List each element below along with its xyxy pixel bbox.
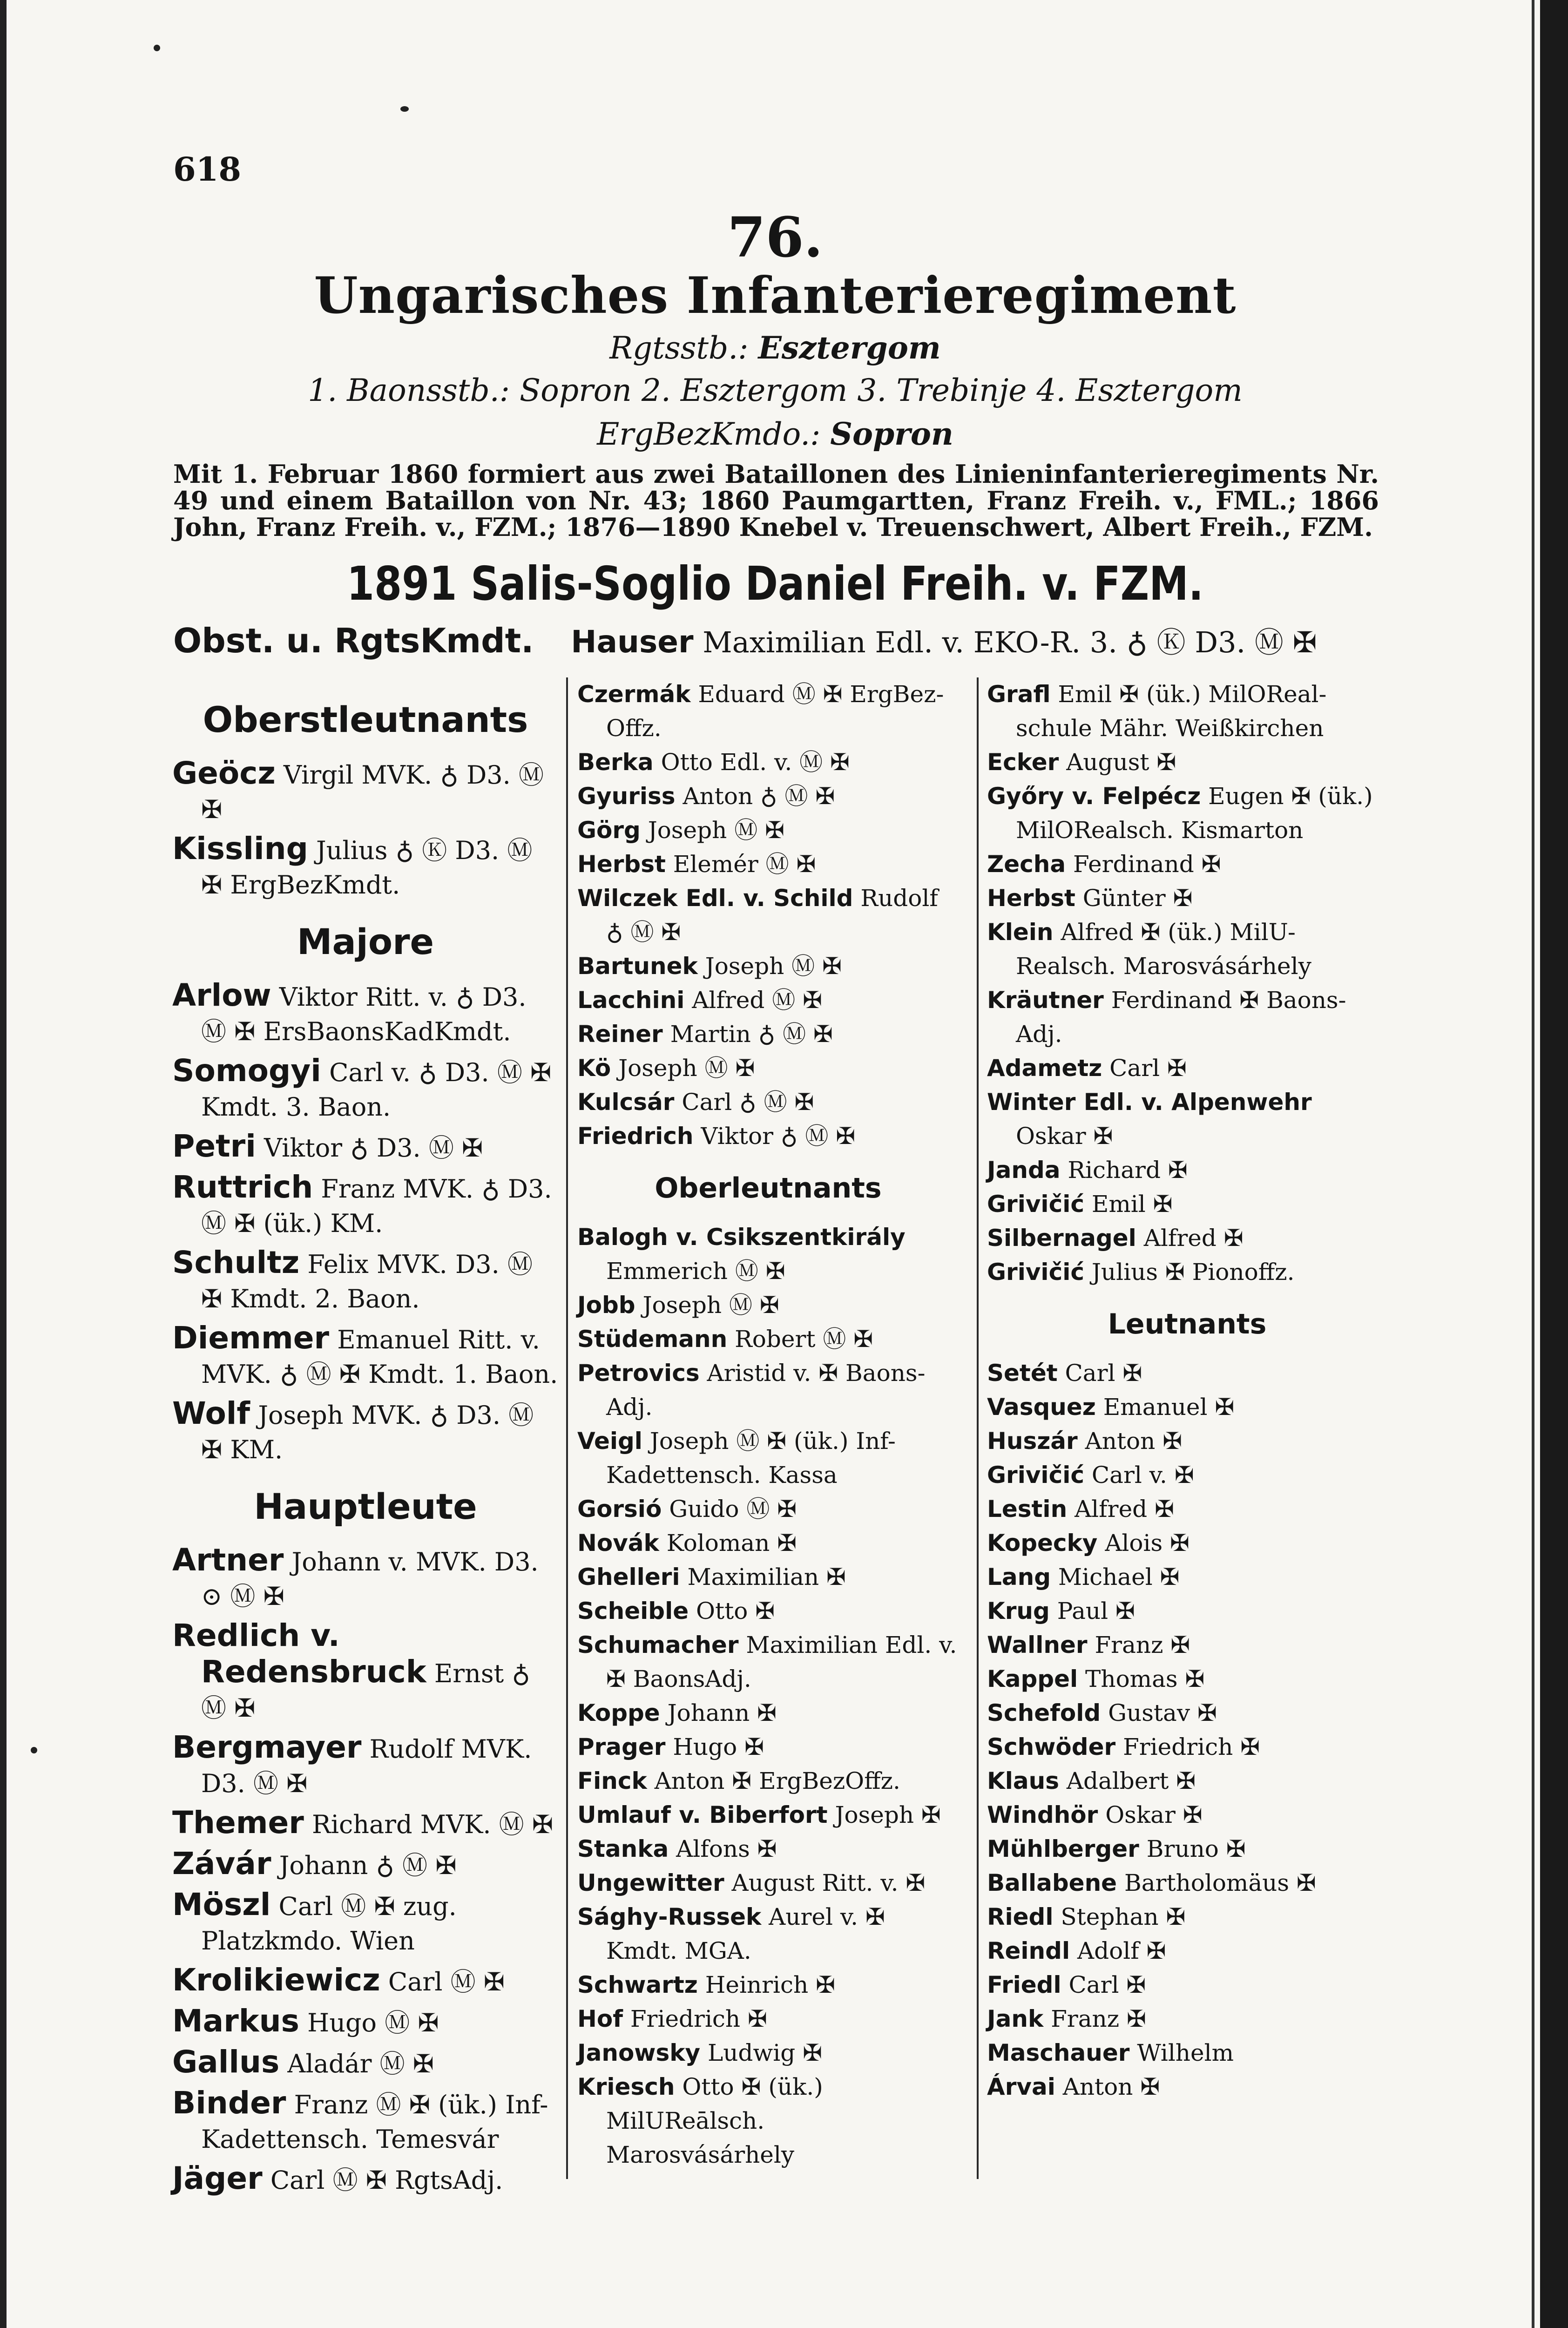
officer-details: Günter ✠	[1082, 885, 1193, 912]
roster-entry	[987, 1458, 1387, 1492]
officer-details: Virgil MVK. ♁ D3. Ⓜ ✠	[201, 760, 544, 824]
officer-details: Otto ✠	[696, 1597, 775, 1624]
officer-surname: Grivičić	[987, 1259, 1084, 1286]
officer-surname: Herbst	[577, 851, 666, 878]
officer-surname: Somogyi	[172, 1053, 321, 1089]
roster-entry	[577, 1322, 959, 1356]
officer-details: Hugo ✠	[673, 1733, 764, 1760]
officer-details: Friedrich ✠	[1123, 1733, 1260, 1760]
officer-surname: Huszár	[987, 1428, 1078, 1455]
roster-entry	[987, 1730, 1387, 1764]
officer-details: Gustav ✠	[1108, 1699, 1217, 1726]
officer-surname: Stanka	[577, 1835, 669, 1862]
roster-entry	[987, 1187, 1387, 1221]
roster-entry	[577, 745, 959, 779]
roster-entry	[577, 1628, 959, 1696]
roster-entry	[987, 1866, 1387, 1900]
officer-surname: Ecker	[987, 749, 1059, 776]
roster-entry	[987, 1153, 1387, 1187]
officer-surname: Grafl	[987, 681, 1051, 708]
officer-details: Carl Ⓜ ✠	[388, 1967, 505, 1996]
roster-entry	[172, 1245, 559, 1316]
officer-details: Franz ✠	[1095, 1631, 1190, 1658]
officer-surname: Janowsky	[577, 2039, 701, 2066]
roster-entry	[577, 2002, 959, 2036]
roster-entry	[172, 1129, 559, 1165]
roster-entry	[987, 847, 1387, 881]
officer-details: Joseph Ⓜ ✠	[648, 817, 785, 844]
officer-surname: Wilczek Edl. v. Schild	[577, 885, 853, 912]
roster-entry	[172, 1963, 559, 1999]
officer-surname: Friedl	[987, 1971, 1061, 1998]
officer-details: Eduard Ⓜ ✠ ErgBez-Offz.	[606, 681, 944, 742]
officer-details: Martin ♁ Ⓜ ✠	[670, 1021, 833, 1048]
roster-column-1	[172, 677, 559, 2202]
officer-details: Eugen ✠ (ük.) MilORealsch. Kismarton	[1016, 783, 1373, 844]
roster-entry	[172, 756, 559, 827]
officer-surname: Berka	[577, 749, 654, 776]
officer-details: Ferdinand ✠ Baons-Adj.	[1016, 987, 1346, 1048]
officer-details: Paul ✠	[1057, 1597, 1135, 1624]
section-title: Majore	[297, 921, 434, 962]
officer-surname: Reindl	[987, 1937, 1070, 1964]
officer-details: Bruno ✠	[1146, 1835, 1246, 1862]
officer-details: Carl Ⓜ ✠ RgtsAdj.	[270, 2166, 503, 2195]
officer-details: Emil ✠ (ük.) MilOReal-schule Mähr. Weißkirchen	[1016, 681, 1327, 742]
officer-details: Aladár Ⓜ ✠	[287, 2049, 434, 2078]
officer-surname: Lacchini	[577, 987, 685, 1014]
officer-details: Franz Ⓜ ✠ (ük.) Inf-Kadettensch. Temesvár	[201, 2090, 548, 2154]
officer-details: Johann ✠	[667, 1699, 777, 1726]
officer-surname: Herbst	[987, 885, 1075, 912]
officer-surname: Gallus	[172, 2044, 280, 2080]
officer-surname: Krolikiewicz	[172, 1962, 380, 1998]
roster-entry	[577, 677, 959, 745]
roster-entry	[577, 1730, 959, 1764]
officer-surname: Redlich v. Redensbruck	[172, 1617, 426, 1690]
roster-entry	[987, 1900, 1387, 1934]
officer-details: August Ritt. v. ✠	[731, 1869, 926, 1896]
officer-details: Maximilian Edl. v. ✠ BaonsAdj.	[606, 1631, 957, 1692]
roster-entry	[987, 1560, 1387, 1594]
roster-entry	[172, 2086, 559, 2157]
roster-entry	[987, 881, 1387, 915]
roster-entry	[172, 1170, 559, 1241]
officer-details: Anton ✠	[1062, 2073, 1160, 2100]
officer-surname: Adametz	[987, 1055, 1102, 1082]
battalion-staff-line: 1. Baonsstb.: Sopron 2. Esztergom 3. Trebinje 4. Esztergom	[308, 372, 1243, 408]
officer-surname: Jank	[987, 2005, 1044, 2032]
officer-surname: Artner	[172, 1542, 284, 1578]
scan-speck	[400, 106, 409, 112]
rgtsstb-label: Rgtsstb.:	[609, 330, 749, 366]
roster-entry	[172, 1730, 559, 1801]
ergbez-value: Sopron	[830, 416, 953, 452]
officer-surname: Zecha	[987, 851, 1066, 878]
officer-details: Stephan ✠	[1061, 1903, 1186, 1930]
officer-details: Alfred ✠ (ük.) MilU-Realsch. Marosvásárhely	[1016, 919, 1311, 980]
officer-surname: Wallner	[987, 1631, 1088, 1658]
officer-surname: Möszl	[172, 1887, 271, 1922]
officer-details: Carl Ⓜ ✠ zug. Platzkmdo. Wien	[201, 1892, 457, 1956]
officer-details: Felix MVK. D3. Ⓜ ✠ Kmdt. 2. Baon.	[201, 1250, 533, 1313]
officer-details: Bartholomäus ✠	[1124, 1869, 1316, 1896]
officer-details: Oskar ✠	[1016, 1123, 1113, 1150]
officer-surname: Setét	[987, 1360, 1058, 1387]
roster-entry	[577, 847, 959, 881]
officer-details: Johann v. MVK. D3. ⊙ Ⓜ ✠	[201, 1547, 539, 1611]
officer-details: Alfred ✠	[1143, 1225, 1244, 1252]
roster-entry	[577, 1288, 959, 1322]
officer-surname: Grivičić	[987, 1191, 1084, 1218]
officer-surname: Gorsió	[577, 1496, 662, 1523]
officer-surname: Stüdemann	[577, 1326, 728, 1353]
roster-entry	[577, 1424, 959, 1492]
officer-details: Carl v. ♁ D3. Ⓜ ✠ Kmdt. 3. Baon.	[201, 1058, 552, 1122]
roster-entry	[987, 779, 1387, 847]
officer-details: Franz ✠	[1051, 2005, 1146, 2032]
officer-details: Anton ✠	[1085, 1428, 1183, 1455]
scan-edge-right-line	[1532, 0, 1534, 2328]
ergbez-label: ErgBezKmdo.:	[597, 416, 821, 452]
roster-entry	[987, 2002, 1387, 2036]
roster-entry	[987, 1968, 1387, 2002]
roster-entry	[987, 1696, 1387, 1730]
officer-details: Maximilian ✠	[687, 1563, 846, 1590]
officer-details: Joseph Ⓜ ✠	[705, 953, 842, 980]
officer-surname: Jäger	[172, 2160, 263, 2196]
roster-entry	[577, 1356, 959, 1424]
roster-entry	[987, 1051, 1387, 1085]
officer-surname: Bergmayer	[172, 1729, 362, 1765]
officer-surname: Kulcsár	[577, 1089, 675, 1116]
roster-entry	[172, 832, 559, 902]
officer-details: Alfons ✠	[676, 1835, 777, 1862]
officer-details: Elemér Ⓜ ✠	[673, 851, 816, 878]
officer-details: Koloman ✠	[666, 1529, 797, 1557]
officer-details: Rudolf MVK. D3. Ⓜ ✠	[201, 1734, 532, 1798]
officer-surname: Krug	[987, 1597, 1050, 1624]
officer-surname: Árvai	[987, 2073, 1055, 2100]
officer-details: Hugo Ⓜ ✠	[307, 2008, 439, 2037]
officer-surname: Geöcz	[172, 755, 276, 791]
officer-details: Ferdinand ✠	[1073, 851, 1221, 878]
officer-details: Carl ✠	[1109, 1055, 1187, 1082]
roster-entry	[577, 1764, 959, 1798]
roster-entry	[987, 2070, 1387, 2104]
officer-details: Johann ♁ Ⓜ ✠	[279, 1851, 457, 1880]
officer-surname: Ungewitter	[577, 1869, 724, 1896]
officer-details: Carl ✠	[1068, 1971, 1146, 1998]
officer-surname: Bartunek	[577, 953, 698, 980]
officer-surname: Winter Edl. v. Alpenwehr	[987, 1089, 1312, 1116]
roster-entry	[577, 813, 959, 847]
roster-entry	[577, 1560, 959, 1594]
roster-entry	[172, 2004, 559, 2040]
officer-surname: Riedl	[987, 1903, 1054, 1930]
officer-details: Robert Ⓜ ✠	[735, 1326, 873, 1353]
roster-entry	[577, 1900, 959, 1968]
officer-surname: Vasquez	[987, 1394, 1096, 1421]
officer-surname: Klaus	[987, 1767, 1059, 1794]
roster-entry	[987, 1526, 1387, 1560]
section-title: Oberleutnants	[655, 1172, 882, 1205]
officer-details: Anton ♁ Ⓜ ✠	[683, 783, 835, 810]
officer-surname: Markus	[172, 2003, 299, 2039]
officer-surname: Schwartz	[577, 1971, 698, 1998]
officer-details: Alfred Ⓜ ✠	[692, 987, 823, 1014]
officer-details: Anton ✠ ErgBezOffz.	[654, 1767, 900, 1794]
roster-entry	[577, 1526, 959, 1560]
roster-entry	[172, 1618, 559, 1726]
scan-edge-left	[0, 0, 7, 2328]
roster-entry	[172, 2045, 559, 2081]
roster-entry	[172, 1054, 559, 1124]
roster-entry	[577, 881, 959, 949]
section-title: Leutnants	[1108, 1308, 1267, 1340]
officer-details: Aurel v. ✠ Kmdt. MGA.	[606, 1903, 885, 1964]
officer-surname: Kräutner	[987, 987, 1104, 1014]
regiment-owner: 1891 Salis-Soglio Daniel Freih. v. FZM.	[346, 556, 1204, 611]
roster-entry	[987, 915, 1387, 983]
commander-details: Maximilian Edl. v. EKO-R. 3. ♁ Ⓚ D3. Ⓜ ✠	[703, 625, 1317, 659]
officer-details: Thomas ✠	[1085, 1665, 1205, 1692]
roster-entry	[577, 983, 959, 1017]
officer-surname: Diemmer	[172, 1320, 330, 1356]
officer-details: Carl v. ✠	[1091, 1462, 1194, 1489]
officer-details: Oskar ✠	[1105, 1801, 1203, 1828]
officer-surname: Koppe	[577, 1699, 660, 1726]
officer-surname: Arlow	[172, 977, 271, 1013]
section-title: Oberstleutnants	[203, 699, 528, 740]
officer-details: Viktor ♁ D3. Ⓜ ✠	[264, 1133, 483, 1163]
officer-details: Richard MVK. Ⓜ ✠	[312, 1810, 554, 1839]
officer-details: Wilhelm	[1137, 2039, 1234, 2066]
officer-surname: Kappel	[987, 1665, 1078, 1692]
officer-surname: Sághy-Russek	[577, 1903, 762, 1930]
roster-entry	[172, 1543, 559, 1614]
roster-entry	[987, 745, 1387, 779]
officer-details: Joseph Ⓜ ✠	[642, 1292, 779, 1319]
officer-surname: Gyuriss	[577, 783, 676, 810]
regiment-number: 76.	[727, 205, 823, 270]
roster-entry	[987, 1390, 1387, 1424]
roster-entry	[172, 978, 559, 1049]
officer-surname: Reiner	[577, 1021, 663, 1048]
officer-surname: Hof	[577, 2005, 623, 2032]
roster-entry	[172, 1321, 559, 1392]
roster-entry	[577, 1220, 959, 1288]
regiment-title: Ungarisches Infanterieregiment	[314, 266, 1237, 325]
officer-details: August ✠	[1066, 749, 1176, 776]
roster-entry	[172, 2161, 559, 2198]
officer-surname: Grivičić	[987, 1462, 1084, 1489]
roster-entry	[987, 1934, 1387, 1968]
roster-entry	[577, 1119, 959, 1153]
officer-surname: Görg	[577, 817, 641, 844]
officer-details: Julius ✠ Pionoffz.	[1091, 1259, 1295, 1286]
officer-details: Richard ✠	[1068, 1157, 1188, 1184]
roster-entry	[987, 1628, 1387, 1662]
roster-entry	[577, 1832, 959, 1866]
roster-entry	[987, 2036, 1387, 2070]
officer-surname: Ballabene	[987, 1869, 1117, 1896]
roster-entry	[577, 2036, 959, 2070]
roster-entry	[987, 1492, 1387, 1526]
officer-surname: Schumacher	[577, 1631, 739, 1658]
officer-details: Viktor ♁ Ⓜ ✠	[701, 1123, 856, 1150]
officer-surname: Ruttrich	[172, 1169, 313, 1205]
roster-entry	[987, 1832, 1387, 1866]
roster-entry	[987, 677, 1387, 745]
officer-details: Alois ✠	[1105, 1529, 1190, 1557]
roster-entry	[172, 1888, 559, 1958]
ergbez-line	[158, 416, 1392, 452]
scan-edge-right	[1540, 0, 1568, 2328]
roster-entry	[577, 1492, 959, 1526]
officer-surname: Maschauer	[987, 2039, 1130, 2066]
officer-surname: Windhör	[987, 1801, 1098, 1828]
officer-details: Julius ♁ Ⓚ D3. Ⓜ ✠ ErgBezKmdt.	[201, 836, 533, 900]
scan-speck	[31, 1747, 37, 1753]
officer-surname: Lestin	[987, 1496, 1068, 1523]
officer-details: Joseph Ⓜ ✠ (ük.) Inf-Kadettensch. Kassa	[606, 1428, 896, 1489]
officer-details: Emmerich Ⓜ ✠	[606, 1258, 785, 1285]
commander-rank: Obst. u. RgtsKmdt.	[173, 621, 534, 660]
officer-details: Carl ♁ Ⓜ ✠	[682, 1089, 814, 1116]
regiment-commander	[173, 619, 1317, 661]
roster-entry	[987, 1764, 1387, 1798]
officer-surname: Petri	[172, 1128, 256, 1164]
roster-entry	[577, 1017, 959, 1051]
roster-entry	[577, 949, 959, 983]
roster-entry	[577, 1968, 959, 2002]
officer-surname: Finck	[577, 1767, 647, 1794]
officer-details: Joseph MVK. ♁ D3. Ⓜ ✠ KM.	[201, 1401, 534, 1464]
roster-entry	[577, 1051, 959, 1085]
roster-entry	[577, 1085, 959, 1119]
section-title: Hauptleute	[254, 1486, 477, 1527]
officer-surname: Czermák	[577, 681, 691, 708]
officer-surname: Scheible	[577, 1597, 689, 1624]
roster-column-2	[577, 677, 959, 2172]
officer-details: Emanuel ✠	[1103, 1394, 1235, 1421]
officer-details: Ernst ♁ Ⓜ ✠	[201, 1659, 530, 1723]
roster-entry	[987, 1662, 1387, 1696]
roster-entry	[987, 1221, 1387, 1255]
officer-details: Ludwig ✠	[708, 2039, 822, 2066]
roster-entry	[172, 1806, 559, 1842]
roster-entry	[577, 1696, 959, 1730]
officer-details: Otto ✠ (ük.) MilUReālsch. Marosvásárhely	[606, 2073, 823, 2168]
officer-details: Emil ✠	[1091, 1191, 1173, 1218]
roster-entry	[577, 1594, 959, 1628]
officer-surname: Ghelleri	[577, 1563, 680, 1590]
column-divider	[977, 677, 979, 2179]
officer-surname: Kopecky	[987, 1529, 1098, 1557]
officer-details: Aristid v. ✠ Baons-Adj.	[606, 1360, 926, 1421]
officer-details: Joseph Ⓜ ✠	[618, 1055, 755, 1082]
officer-details: Carl ✠	[1065, 1360, 1142, 1387]
officer-surname: Silbernagel	[987, 1225, 1136, 1252]
roster-entry	[987, 983, 1387, 1051]
roster-entry	[577, 1866, 959, 1900]
officer-details: Adalbert ✠	[1066, 1767, 1196, 1794]
officer-details: Michael ✠	[1058, 1563, 1180, 1590]
officer-surname: Kriesch	[577, 2073, 675, 2100]
regiment-history: Mit 1. Februar 1860 formiert aus zwei Bataillonen des Linieninfanterieregiments Nr. 49 und einem Bataillon von Nr. 43; 1860 Paumgartten, Franz Freih. v., FML.; 1866 John, Franz Freih. v., FZM.; 1876—1890 Knebel v. Treuenschwert, Albert Freih., FZM.	[173, 459, 1379, 542]
officer-details: Emanuel Ritt. v. MVK. ♁ Ⓜ ✠ Kmdt. 1. Baon.	[201, 1325, 558, 1389]
officer-surname: Novák	[577, 1529, 659, 1557]
commander-name: Hauser	[571, 624, 694, 660]
officer-details: Friedrich ✠	[630, 2005, 767, 2032]
officer-surname: Kö	[577, 1055, 611, 1082]
roster-entry	[987, 1085, 1387, 1153]
roster-entry	[172, 1847, 559, 1883]
roster-entry	[577, 2070, 959, 2172]
officer-details: Rudolf ♁ Ⓜ ✠	[606, 885, 938, 946]
roster-entry	[577, 779, 959, 813]
officer-details: Guido Ⓜ ✠	[669, 1496, 797, 1523]
officer-surname: Jobb	[577, 1292, 635, 1319]
roster-entry	[987, 1424, 1387, 1458]
officer-details: Joseph ✠	[835, 1801, 941, 1828]
officer-details: Alfred ✠	[1075, 1496, 1174, 1523]
roster-column-3	[987, 677, 1387, 2104]
officer-details: Franz MVK. ♁ D3. Ⓜ ✠ (ük.) KM.	[201, 1174, 552, 1238]
roster-entry	[577, 1798, 959, 1832]
officer-details: Heinrich ✠	[705, 1971, 836, 1998]
officer-surname: Závár	[172, 1846, 271, 1881]
column-divider	[566, 677, 568, 2179]
officer-surname: Schultz	[172, 1245, 300, 1280]
roster-entry	[987, 1356, 1387, 1390]
officer-surname: Kissling	[172, 831, 308, 866]
officer-surname: Mühlberger	[987, 1835, 1139, 1862]
officer-details: Otto Edl. v. Ⓜ ✠	[661, 749, 850, 776]
scan-speck	[154, 45, 160, 51]
officer-details: Viktor Ritt. v. ♁ D3. Ⓜ ✠ ErsBaonsKadKmdt.	[201, 982, 527, 1046]
officer-surname: Veigl	[577, 1428, 642, 1455]
officer-surname: Lang	[987, 1563, 1051, 1590]
officer-surname: Janda	[987, 1157, 1061, 1184]
roster-entry	[987, 1594, 1387, 1628]
officer-details: Adolf ✠	[1077, 1937, 1166, 1964]
officer-surname: Balogh v. Csikszentkirály	[577, 1224, 906, 1251]
officer-surname: Schefold	[987, 1699, 1101, 1726]
officer-surname: Győry v. Felpécz	[987, 783, 1201, 810]
regiment-staff-line	[158, 330, 1392, 366]
roster-entry	[987, 1798, 1387, 1832]
roster-entry	[987, 1255, 1387, 1289]
roster-entry	[172, 1396, 559, 1467]
officer-surname: Wolf	[172, 1395, 250, 1431]
officer-surname: Themer	[172, 1805, 304, 1841]
officer-surname: Binder	[172, 2085, 286, 2121]
rgtsstb-value: Esztergom	[758, 330, 941, 366]
officer-surname: Friedrich	[577, 1123, 694, 1150]
officer-surname: Schwöder	[987, 1733, 1116, 1760]
officer-surname: Petrovics	[577, 1360, 700, 1387]
page-number: 618	[173, 150, 242, 189]
officer-surname: Prager	[577, 1733, 666, 1760]
officer-surname: Umlauf v. Biberfort	[577, 1801, 828, 1828]
officer-surname: Klein	[987, 919, 1054, 946]
